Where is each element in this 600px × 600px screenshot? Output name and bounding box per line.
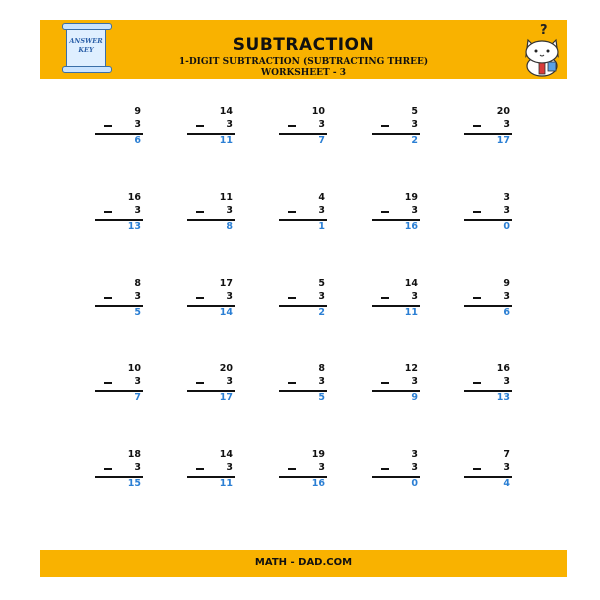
subtrahend-row [95,376,143,388]
subtrahend: 3 [411,376,418,387]
subtrahend-row [279,462,327,474]
subtrahend: 3 [134,462,141,473]
minuend: 9 [134,106,141,117]
minus-sign-icon [473,125,481,127]
worksheet-number: WORKSHEET - 3 [261,68,346,78]
footer-banner [40,550,567,577]
answer: 17 [219,392,233,403]
minuend: 7 [503,449,510,460]
answer: 4 [503,478,510,489]
subtrahend-row [279,205,327,217]
subtrahend-row [95,119,143,131]
answer: 11 [404,307,418,318]
minuend: 4 [318,192,325,203]
subtrahend: 3 [503,462,510,473]
answer: 5 [134,307,141,318]
subtraction-problem [279,449,327,491]
subtrahend: 3 [503,291,510,302]
subtrahend: 3 [318,119,325,130]
worksheet-subtitle: 1-DIGIT SUBTRACTION (SUBTRACTING THREE) [178,57,429,67]
minus-sign-icon [473,211,481,213]
minuend: 16 [496,363,510,374]
subtrahend: 3 [411,291,418,302]
minus-sign-icon [196,468,204,470]
subtrahend: 3 [411,119,418,130]
answer: 16 [311,478,325,489]
minuend: 10 [127,363,141,374]
minuend: 5 [411,106,418,117]
answer: 7 [318,135,325,146]
answer: 0 [503,221,510,232]
answer: 15 [127,478,141,489]
subtrahend-row [95,291,143,303]
subtraction-problem [95,106,143,148]
answer: 16 [404,221,418,232]
worksheet-title: SUBTRACTION [232,35,375,55]
subtraction-problem [464,106,512,148]
minus-sign-icon [473,468,481,470]
subtrahend-row [464,376,512,388]
minus-sign-icon [288,468,296,470]
subtrahend-row [372,205,420,217]
minuend: 14 [219,449,233,460]
subtrahend-row [372,119,420,131]
minus-sign-icon [104,125,112,127]
subtrahend: 3 [226,291,233,302]
subtraction-problem [372,278,420,320]
subtrahend: 3 [226,119,233,130]
answer: 11 [219,478,233,489]
minuend: 20 [496,106,510,117]
subtraction-problem [279,363,327,405]
answer: 1 [318,221,325,232]
subtrahend: 3 [318,291,325,302]
subtraction-problem [95,278,143,320]
subtraction-problem [464,192,512,234]
minus-sign-icon [381,297,389,299]
subtrahend-row [464,205,512,217]
minus-sign-icon [288,125,296,127]
minuend: 3 [503,192,510,203]
subtrahend-row [464,462,512,474]
minus-sign-icon [196,211,204,213]
answer: 2 [411,135,418,146]
minuend: 18 [127,449,141,460]
minus-sign-icon [288,382,296,384]
minus-sign-icon [104,211,112,213]
answer: 5 [318,392,325,403]
minus-sign-icon [196,382,204,384]
subtrahend-row [464,119,512,131]
subtrahend: 3 [411,462,418,473]
minuend: 19 [404,192,418,203]
answer: 8 [226,221,233,232]
subtrahend-row [95,205,143,217]
minuend: 10 [311,106,325,117]
subtrahend-row [279,376,327,388]
subtraction-problem [372,192,420,234]
answer: 17 [496,135,510,146]
minuend: 3 [411,449,418,460]
answer: 6 [503,307,510,318]
subtrahend: 3 [134,205,141,216]
minus-sign-icon [381,211,389,213]
subtraction-problem [372,106,420,148]
subtrahend-row [372,291,420,303]
minus-sign-icon [473,382,481,384]
subtrahend: 3 [503,205,510,216]
subtraction-problem [187,363,235,405]
subtraction-problem [279,192,327,234]
subtrahend: 3 [134,119,141,130]
subtrahend: 3 [503,119,510,130]
subtrahend-row [187,291,235,303]
subtraction-problem [95,449,143,491]
subtrahend-row [187,119,235,131]
subtrahend-row [187,376,235,388]
subtraction-problem [187,278,235,320]
subtraction-problem [187,449,235,491]
minuend: 19 [311,449,325,460]
header-banner [40,20,567,79]
subtraction-problem [372,449,420,491]
answer: 11 [219,135,233,146]
subtraction-problem [464,363,512,405]
subtrahend: 3 [318,205,325,216]
minus-sign-icon [196,125,204,127]
minus-sign-icon [381,125,389,127]
footer-site-name: MATH - DAD.COM [254,557,353,568]
subtraction-problem [187,106,235,148]
subtrahend: 3 [503,376,510,387]
subtrahend: 3 [318,376,325,387]
minus-sign-icon [196,297,204,299]
subtraction-problem [95,192,143,234]
subtrahend-row [95,462,143,474]
minuend: 11 [219,192,233,203]
subtrahend: 3 [318,462,325,473]
minus-sign-icon [381,382,389,384]
minus-sign-icon [104,468,112,470]
minuend: 8 [134,278,141,289]
minuend: 12 [404,363,418,374]
subtrahend-row [187,205,235,217]
answer: 0 [411,478,418,489]
minuend: 14 [219,106,233,117]
subtraction-problem [372,363,420,405]
subtrahend-row [372,462,420,474]
answer-key-label: ANSWER KEY [69,37,103,54]
subtrahend: 3 [226,462,233,473]
subtrahend-row [279,119,327,131]
answer: 6 [134,135,141,146]
subtraction-problem [187,192,235,234]
subtrahend: 3 [226,205,233,216]
minus-sign-icon [288,211,296,213]
subtraction-problem [279,106,327,148]
answer: 9 [411,392,418,403]
minus-sign-icon [104,297,112,299]
subtraction-problem [95,363,143,405]
minus-sign-icon [288,297,296,299]
subtrahend: 3 [134,291,141,302]
subtrahend-row [464,291,512,303]
subtrahend-row [372,376,420,388]
minuend: 9 [503,278,510,289]
minuend: 16 [127,192,141,203]
answer: 14 [219,307,233,318]
minuend: 20 [219,363,233,374]
subtraction-problem [279,278,327,320]
minus-sign-icon [104,382,112,384]
svg-text:?: ? [540,23,548,38]
subtraction-problem [464,449,512,491]
minuend: 17 [219,278,233,289]
subtrahend-row [279,291,327,303]
subtrahend: 3 [411,205,418,216]
subtrahend: 3 [226,376,233,387]
minuend: 14 [404,278,418,289]
minuend: 8 [318,363,325,374]
subtrahend-row [187,462,235,474]
answer: 2 [318,307,325,318]
answer: 13 [127,221,141,232]
minus-sign-icon [473,297,481,299]
answer: 7 [134,392,141,403]
minuend: 5 [318,278,325,289]
subtraction-problem [464,278,512,320]
subtrahend: 3 [134,376,141,387]
minus-sign-icon [381,468,389,470]
cat-question-icon [518,22,566,78]
answer: 13 [496,392,510,403]
